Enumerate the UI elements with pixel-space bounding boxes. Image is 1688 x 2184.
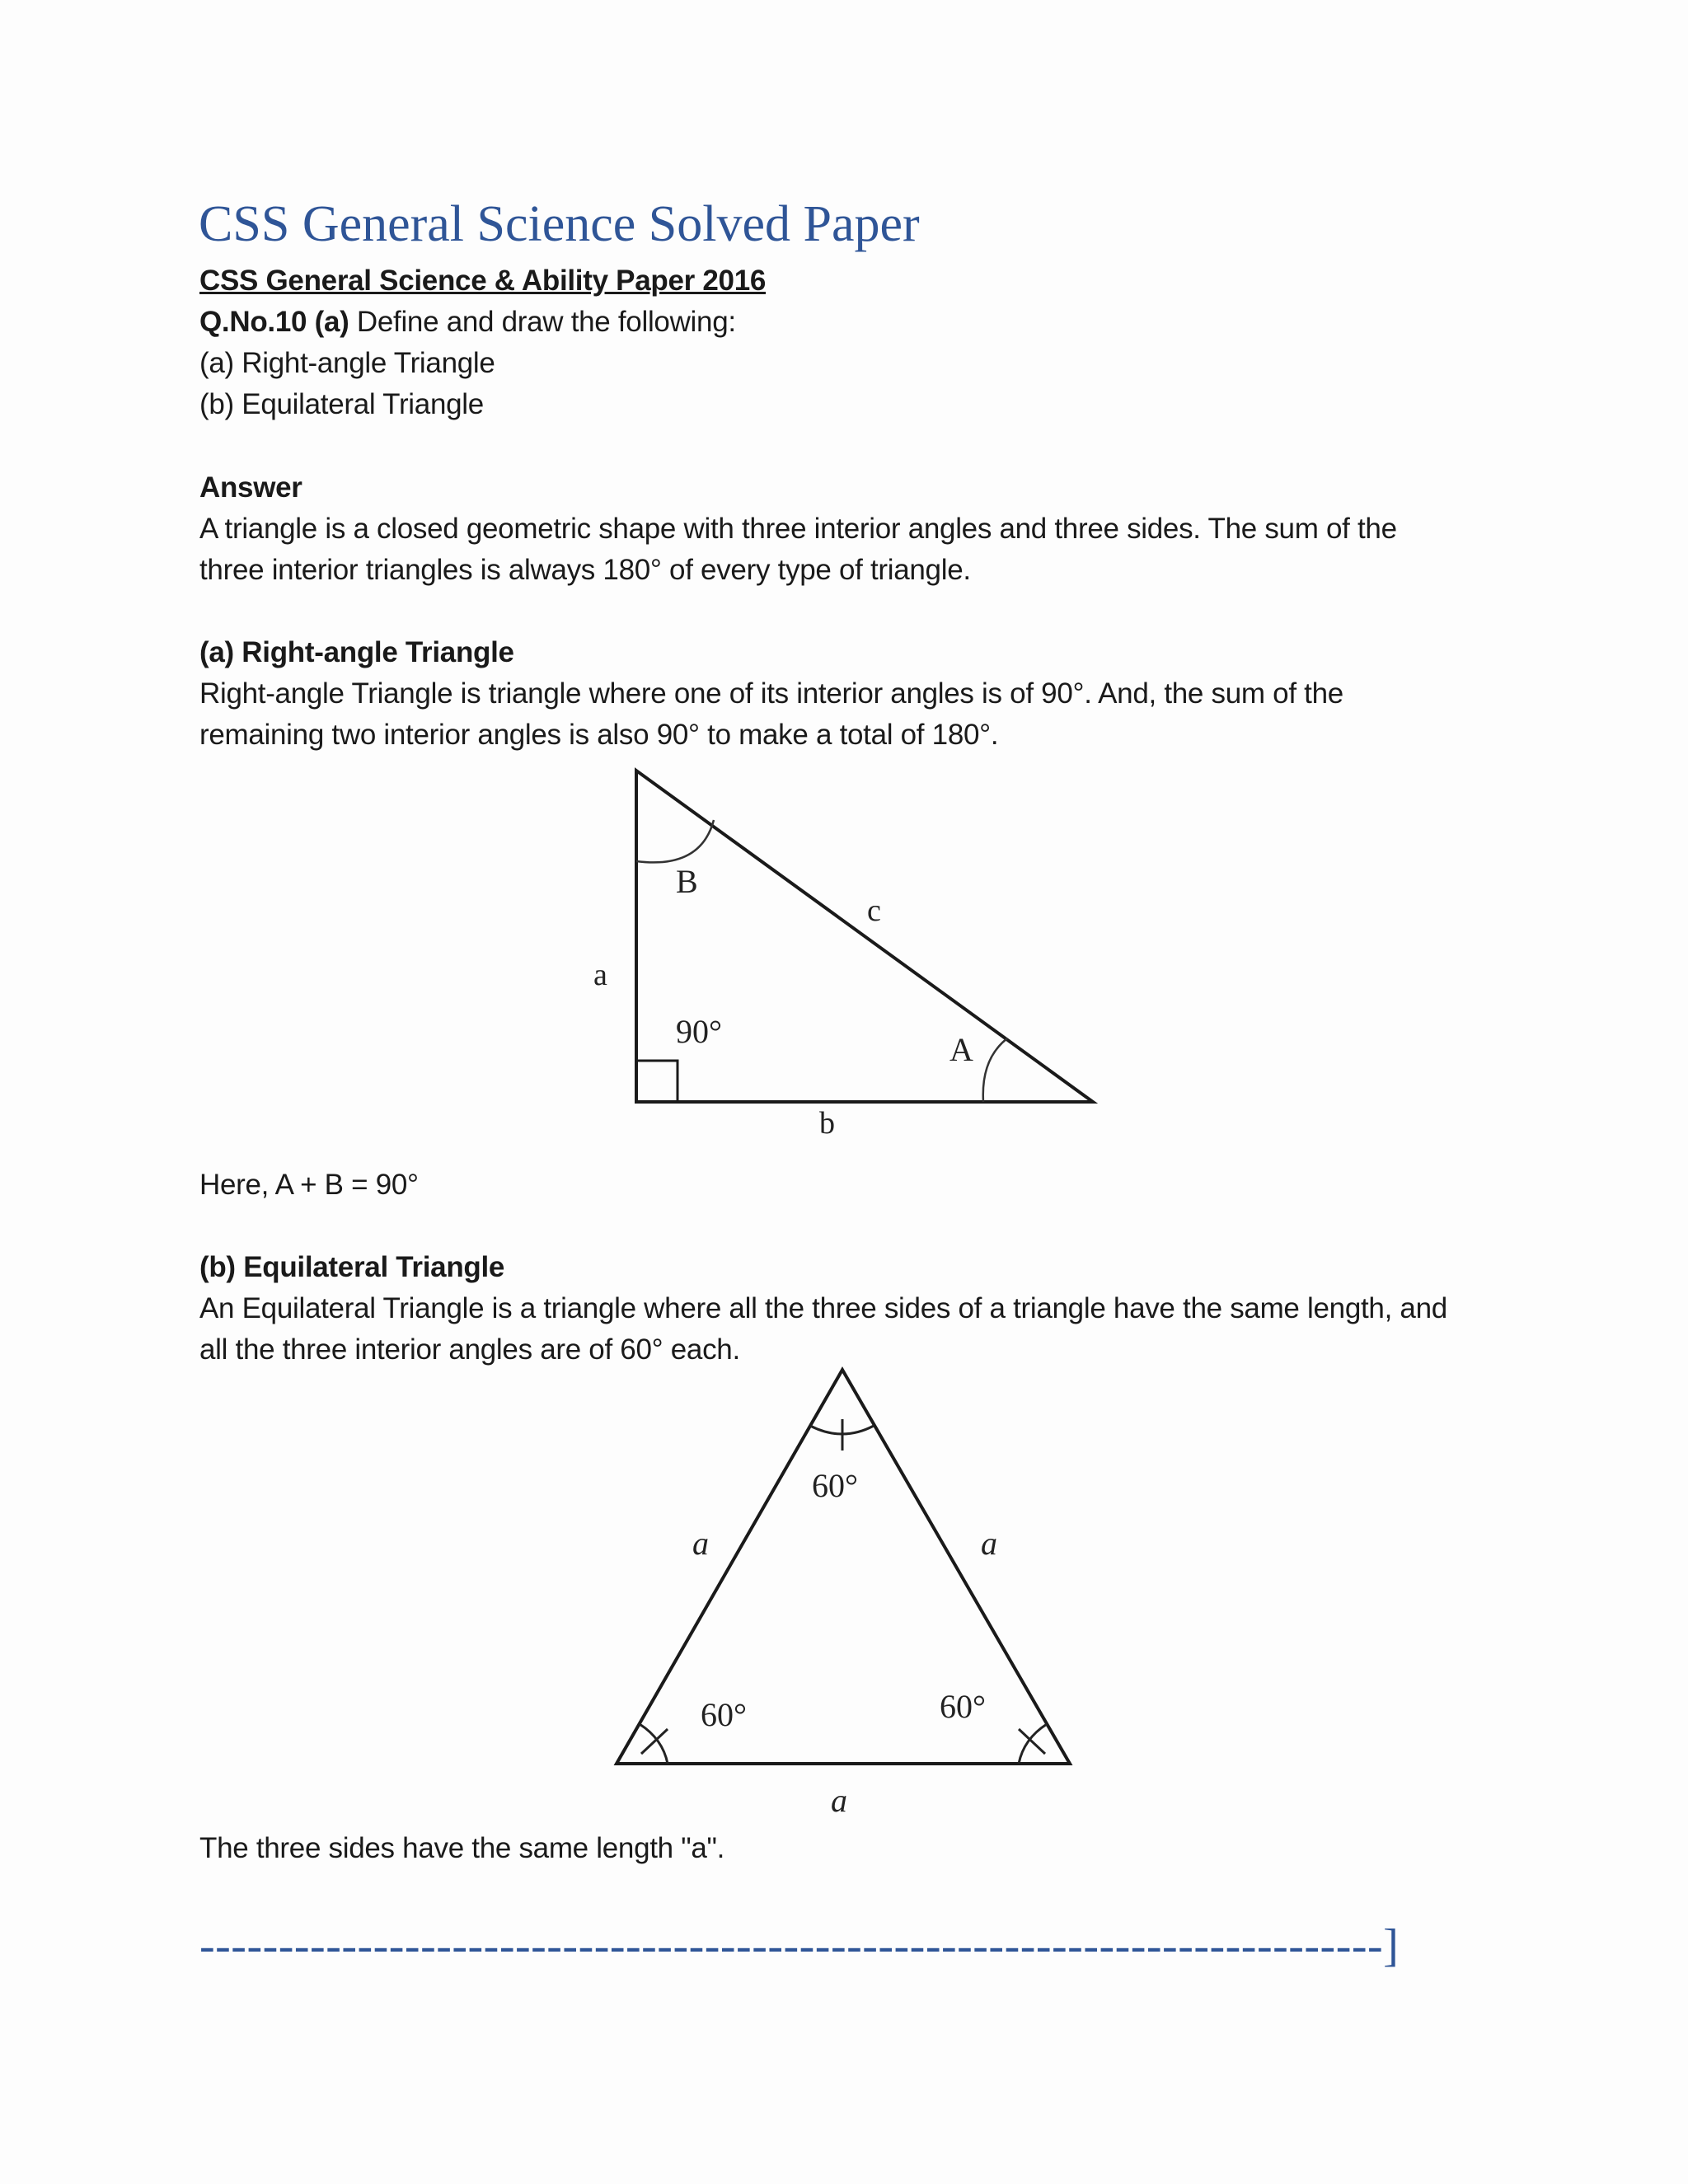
angle-a-arc bbox=[983, 1038, 1007, 1102]
right-angle-label: 90° bbox=[676, 1013, 722, 1050]
left-angle-arc bbox=[640, 1724, 668, 1764]
equilateral-note: The three sides have the same length "a". bbox=[199, 1832, 725, 1864]
option-a: (a) Right-angle Triangle bbox=[199, 347, 495, 379]
question-text: Define and draw the following: bbox=[349, 306, 736, 338]
right-angle-triangle-figure bbox=[577, 746, 1121, 1158]
side-a-label: a bbox=[593, 958, 607, 992]
angle-left-label: 60° bbox=[701, 1696, 747, 1733]
option-b: (b) Equilateral Triangle bbox=[199, 388, 484, 420]
side-right-label: a bbox=[981, 1525, 997, 1562]
question-line bbox=[199, 302, 736, 343]
paper-subtitle: CSS General Science & Ability Paper 2016 bbox=[199, 265, 767, 297]
equilateral-body-2: all the three interior angles are of 60° each. bbox=[199, 1333, 740, 1366]
right-triangle-shape bbox=[636, 771, 1093, 1102]
angle-right-label: 60° bbox=[940, 1688, 986, 1725]
equilateral-body-1: An Equilateral Triangle is a triangle where all the three sides of a triangle have the same length, and bbox=[199, 1292, 1447, 1324]
right-angle-body-1: Right-angle Triangle is triangle where one of its interior angles is of 90°. And, the sum of the bbox=[199, 677, 1343, 710]
angle-a-label: A bbox=[950, 1031, 973, 1068]
side-bottom-label: a bbox=[831, 1782, 847, 1819]
angle-b-arc bbox=[636, 820, 714, 862]
equilateral-triangle-figure bbox=[577, 1360, 1121, 1830]
right-angle-body-2: remaining two interior angles is also 90° to make a total of 180°. bbox=[199, 719, 999, 751]
right-angle-arc bbox=[1019, 1724, 1047, 1764]
intro-line-1: A triangle is a closed geometric shape with three interior angles and three sides. The sum of the bbox=[199, 513, 1397, 545]
question-number: Q.No.10 (a) bbox=[199, 306, 349, 338]
answer-heading: Answer bbox=[199, 471, 302, 504]
side-left-label: a bbox=[692, 1525, 709, 1562]
section-divider: ---------------------------------------------------------------------------] bbox=[199, 1920, 1400, 1971]
side-b-label: b bbox=[819, 1106, 835, 1141]
right-angle-note: Here, A + B = 90° bbox=[199, 1169, 419, 1201]
intro-line-2: three interior triangles is always 180° of every type of triangle. bbox=[199, 554, 971, 586]
page-title: CSS General Science Solved Paper bbox=[199, 196, 920, 252]
equilateral-heading: (b) Equilateral Triangle bbox=[199, 1251, 505, 1283]
angle-top-label: 60° bbox=[812, 1467, 858, 1504]
right-angle-marker bbox=[636, 1061, 678, 1102]
right-angle-heading: (a) Right-angle Triangle bbox=[199, 636, 514, 668]
side-c-label: c bbox=[867, 893, 881, 928]
angle-b-label: B bbox=[676, 863, 698, 900]
